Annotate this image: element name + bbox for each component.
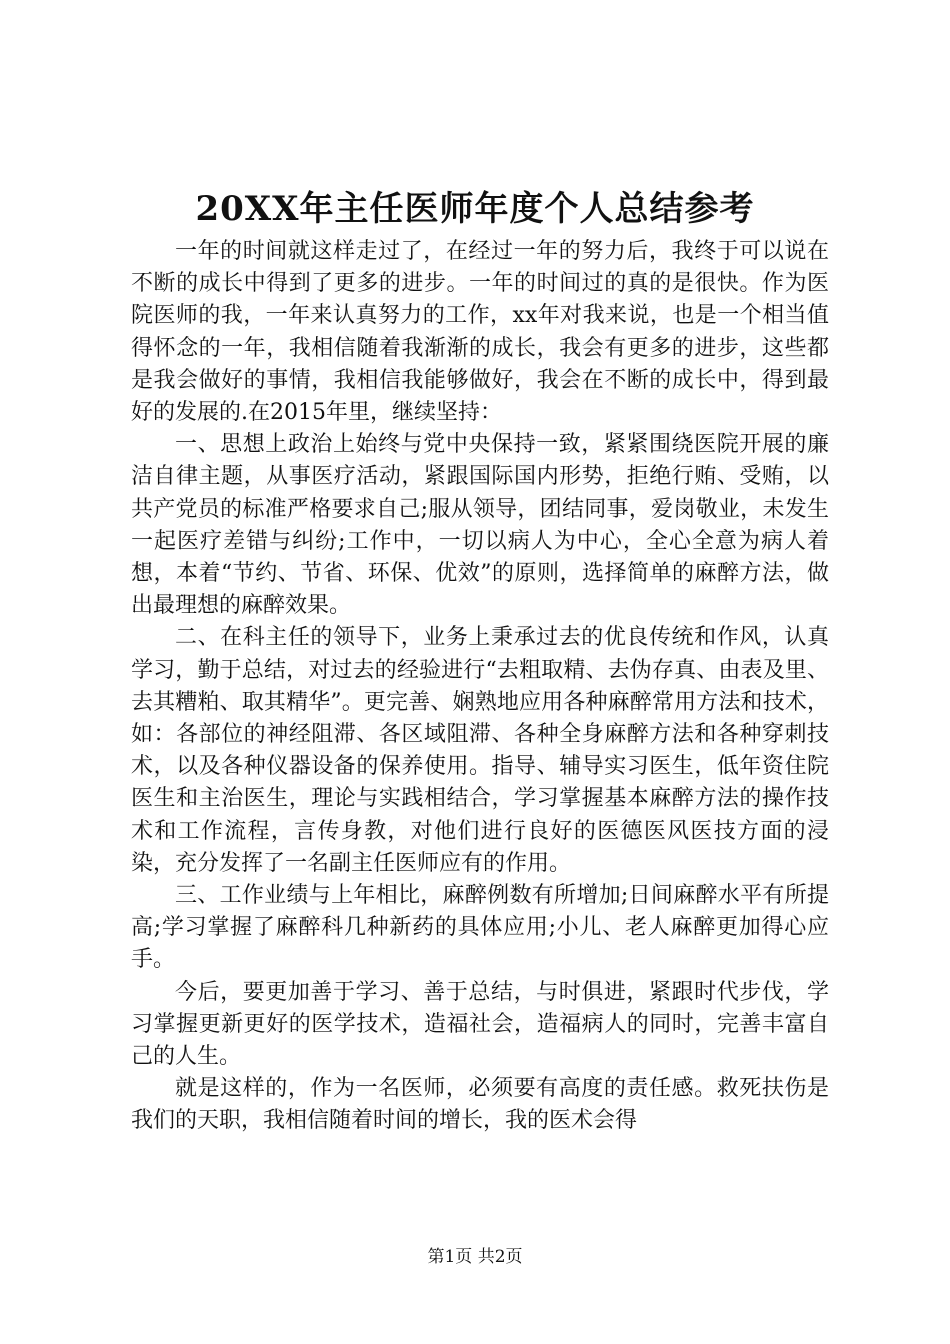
document-title: 20XX年主任医师年度个人总结参考 <box>195 189 755 229</box>
paragraph-point-1: 一、思想上政治上始终与党中央保持一致，紧紧围绕医院开展的廉洁自律主题，从事医疗活动，紧跟国际国内形势，拒绝行贿、受贿，以共产党员的标准严格要求自己;服从领导，团结同事，爱岗敬业，未发生一起医疗差错与纠纷;工作中，一切以病人为中心，全心全意为病人着想，本着“节约、节省、环保、优效”的原则，选择简单的麻醉方法，做出最理想的麻醉效果。 <box>131 432 829 619</box>
page-number-footer: 第1页 共2页 <box>427 1247 523 1267</box>
paragraph-closing: 就是这样的，作为一名医师，必须要有高度的责任感。救死扶伤是我们的天职，我相信随着时间的增长，我的医术会得 <box>131 1076 829 1134</box>
paragraph-point-2: 二、在科主任的领导下，业务上秉承过去的优良传统和作风，认真学习，勤于总结，对过去的经验进行“去粗取精、去伪存真、由表及里、去其糟粕、取其精华”。更完善、娴熟地应用各种麻醉常用方法和技术，如：各部位的神经阻滞、各区域阻滞、各种全身麻醉方法和各种穿刺技术，以及各种仪器设备的保养使用。指导、辅导实习医生，低年资住院医生和主治医生，理论与实践相结合，学习掌握基本麻醉方法的操作技术和工作流程，言传身教，对他们进行良好的医德医风医技方面的浸染，充分发挥了一名副主任医师应有的作用。 <box>131 625 829 876</box>
paragraph-future: 今后，要更加善于学习、善于总结，与时俱进，紧跟时代步伐，学习掌握更新更好的医学技术，造福社会，造福病人的同时，完善丰富自己的人生。 <box>131 979 829 1070</box>
document-body <box>131 236 829 1138</box>
paragraph-intro: 一年的时间就这样走过了，在经过一年的努力后，我终于可以说在不断的成长中得到了更多的进步。一年的时间过的真的是很快。作为医院医师的我，一年来认真努力的工作，xx年对我来说，也是一个相当值得怀念的一年，我相信随着我渐渐的成长，我会有更多的进步，这些都是我会做好的事情，我相信我能够做好，我会在不断的成长中，得到最好的发展的.在2015年里，继续坚持： <box>131 239 829 426</box>
paragraph-point-3: 三、工作业绩与上年相比，麻醉例数有所增加;日间麻醉水平有所提高;学习掌握了麻醉科几种新药的具体应用;小儿、老人麻醉更加得心应手。 <box>131 883 829 973</box>
